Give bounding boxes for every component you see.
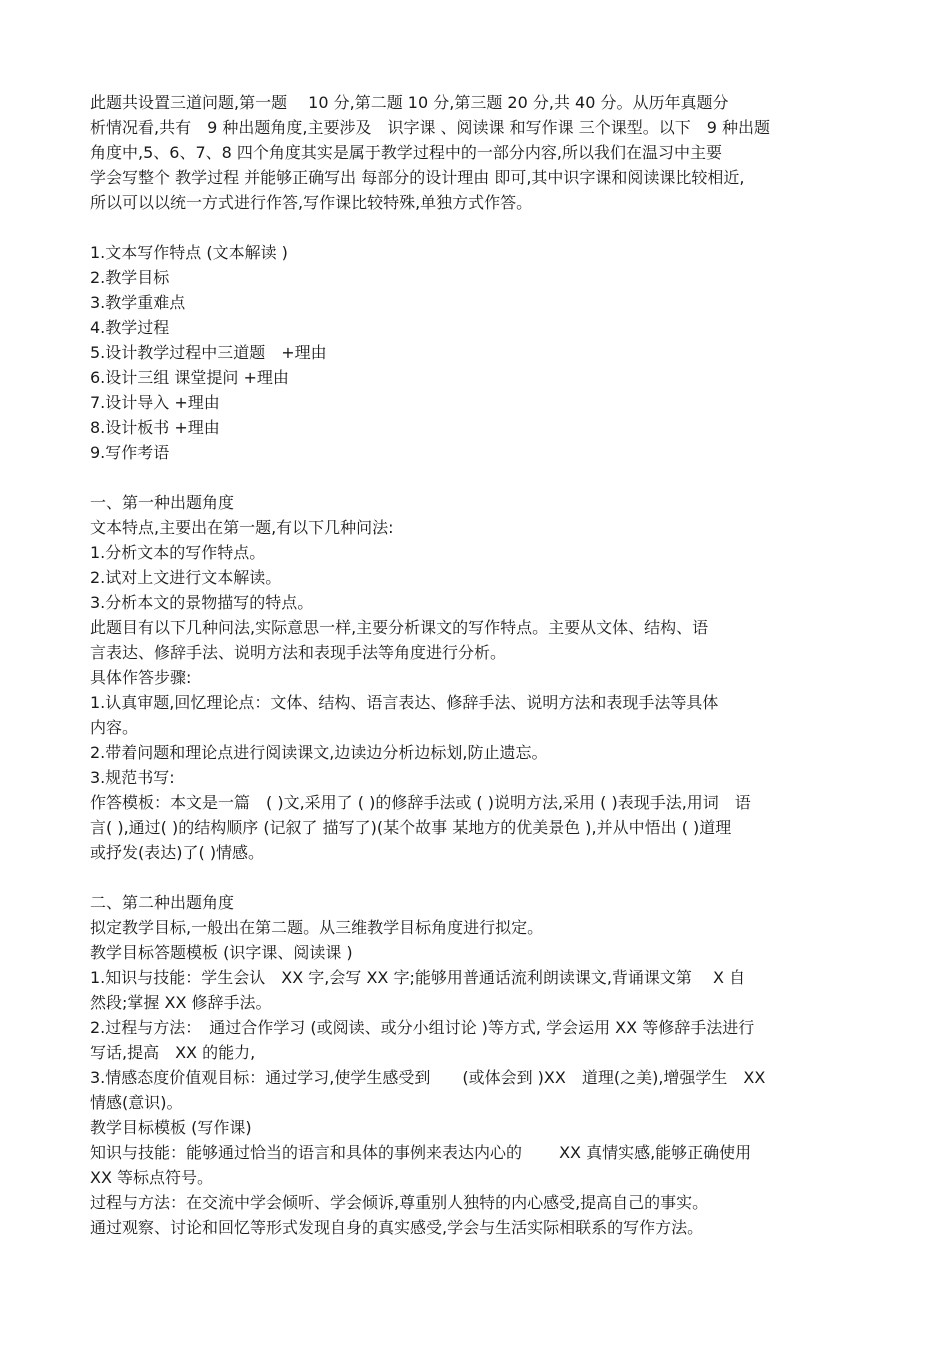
text-line: 5.设计教学过程中三道题 +理由 [90,343,327,362]
text-line: 学会写整个 教学过程 并能够正确写出 每部分的设计理由 即可,其中识字课和阅读课比较相近, [90,168,745,187]
text-line: 3.分析本文的景物描写的特点。 [90,593,314,612]
text-line: 4.教学过程 [90,318,170,337]
text-line: 具体作答步骤: [90,668,192,687]
text-line: 6.设计三组 课堂提问 +理由 [90,368,289,387]
text-line: 写话,提高 XX 的能力, [90,1043,256,1062]
text-line: 1.认真审题,回忆理论点：文体、结构、语言表达、修辞手法、说明方法和表现手法等具体 [90,693,719,712]
text-line: 角度中,5、6、7、8 四个角度其实是属于教学过程中的一部分内容,所以我们在温习中主要 [90,143,722,162]
text-line: 然段;掌握 XX 修辞手法。 [90,993,272,1012]
text-line: 文本特点,主要出在第一题,有以下几种问法: [90,518,394,537]
text-line: 此题目有以下几种问法,实际意思一样,主要分析课文的写作特点。主要从文体、结构、语 [90,618,709,637]
text-line: 2.过程与方法： 通过合作学习 (或阅读、或分小组讨论 )等方式, 学会运用 XX 等修辞手法进行 [90,1018,755,1037]
text-line: 1.分析文本的写作特点。 [90,543,266,562]
text-line: 教学目标答题模板 (识字课、阅读课 ) [90,943,353,962]
text-line: 作答模板：本文是一篇 ( )文,采用了 ( )的修辞手法或 ( )说明方法,采用 ( )表现手法,用词 语 [90,793,751,812]
text-line: 情感(意识)。 [90,1093,183,1112]
text-line: 言表达、修辞手法、说明方法和表现手法等角度进行分析。 [90,643,507,662]
text-line: 一、第一种出题角度 [90,493,235,512]
text-line: 过程与方法：在交流中学会倾听、学会倾诉,尊重别人独特的内心感受,提高自己的事实。 [90,1193,709,1212]
text-line: 3.教学重难点 [90,293,186,312]
text-line: 9.写作考语 [90,443,170,462]
text-line: 2.带着问题和理论点进行阅读课文,边读边分析边标划,防止遗忘。 [90,743,548,762]
text-line: 所以可以以统一方式进行作答,写作课比较特殊,单独方式作答。 [90,193,533,212]
text-line: 二、第二种出题角度 [90,893,235,912]
text-line: 3.规范书写: [90,768,175,787]
text-line: 1.知识与技能：学生会认 XX 字,会写 XX 字;能够用普通话流利朗读课文,背诵课文第 X 自 [90,968,746,987]
text-line: 或抒发(表达)了( )情感。 [90,843,265,862]
text-line: 8.设计板书 +理由 [90,418,220,437]
text-line: 7.设计导入 +理由 [90,393,220,412]
text-line: XX 等标点符号。 [90,1168,214,1187]
text-line: 言( ),通过( )的结构顺序 (记叙了 描写了)(某个故事 某地方的优美景色 ),并从中悟出 ( )道理 [90,818,732,837]
text-line: 2.教学目标 [90,268,170,287]
text-line: 1.文本写作特点 (文本解读 ) [90,243,288,262]
text-line: 析情况看,共有 9 种出题角度,主要涉及 识字课 、阅读课 和写作课 三个课型。以下 9 种出题 [90,118,770,137]
text-line: 3.情感态度价值观目标：通过学习,使学生感受到 (或体会到 )XX 道理(之美),增强学生 XX [90,1068,766,1087]
text-line: 内容。 [90,718,139,737]
text-line: 教学目标模板 (写作课) [90,1118,252,1137]
text-line: 知识与技能：能够通过恰当的语言和具体的事例来表达内心的 XX 真情实感,能够正确使用 [90,1143,752,1162]
text-line: 拟定教学目标,一般出在第二题。从三维教学目标角度进行拟定。 [90,918,544,937]
text-line: 通过观察、讨论和回忆等形式发现自身的真实感受,学会与生活实际相联系的写作方法。 [90,1218,704,1237]
text-line: 此题共设置三道问题,第一题 10 分,第二题 10 分,第三题 20 分,共 40 分。从历年真题分 [90,93,729,112]
text-line: 2.试对上文进行文本解读。 [90,568,282,587]
